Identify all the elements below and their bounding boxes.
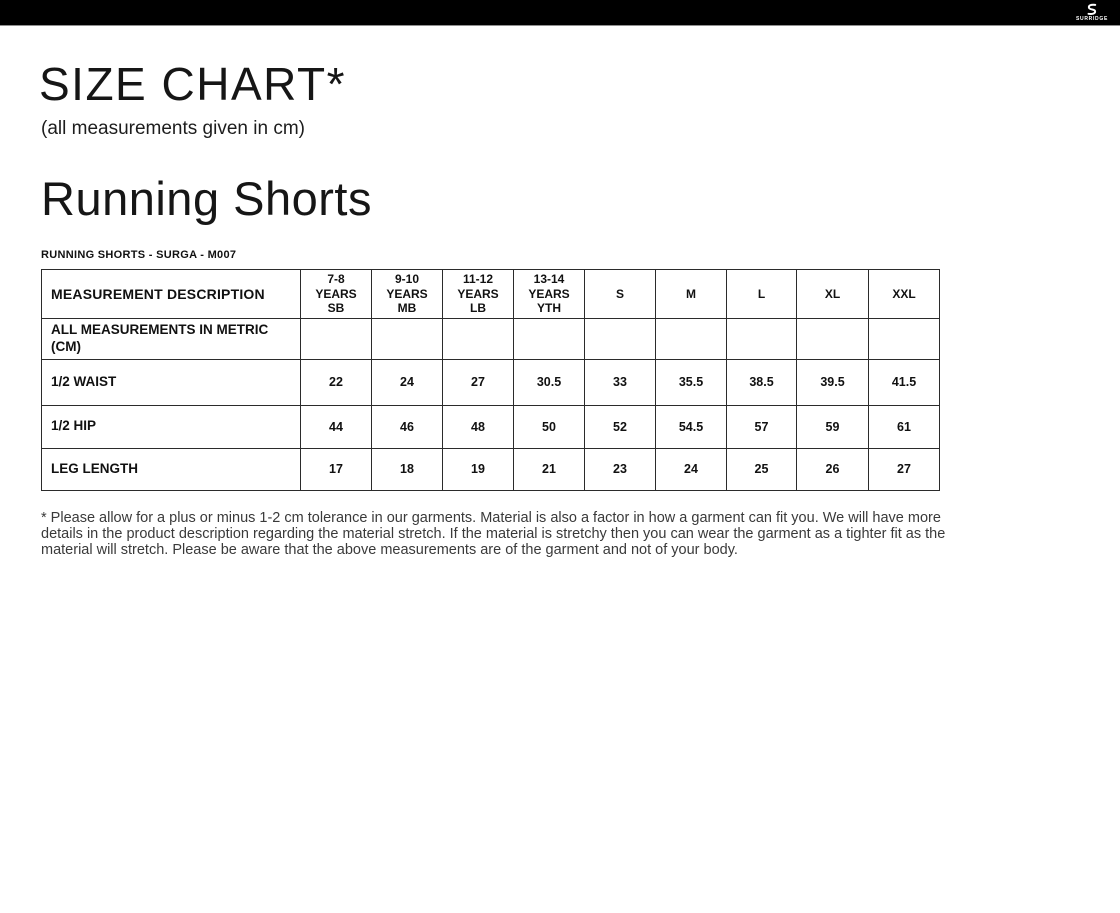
table-cell: 25 (727, 448, 797, 490)
table-cell: 22 (301, 359, 372, 405)
measurements-unit-subtitle: (all measurements given in cm) (41, 118, 305, 139)
table-cell: 50 (514, 405, 585, 448)
table-cell: 17 (301, 448, 372, 490)
table-cell: 18 (372, 448, 443, 490)
table-cell: 41.5 (869, 359, 940, 405)
table-cell (443, 318, 514, 359)
row-label-half-waist: 1/2 WAIST (42, 359, 301, 405)
table-cell (372, 318, 443, 359)
table-cell: 52 (585, 405, 656, 448)
table-cell (727, 318, 797, 359)
table-cell: 54.5 (656, 405, 727, 448)
table-cell: 27 (869, 448, 940, 490)
surridge-logo[interactable] (1076, 3, 1108, 22)
table-cell: 35.5 (656, 359, 727, 405)
header-size-9-10-years-mb: 9-10 YEARS MB (372, 270, 443, 319)
header-size-xxl: XXL (869, 270, 940, 319)
top-bar (0, 0, 1120, 26)
page-title: SIZE CHART* (39, 58, 347, 110)
row-label-leg-length: LEG LENGTH (42, 448, 301, 490)
table-cell: 39.5 (797, 359, 869, 405)
table-cell: 44 (301, 405, 372, 448)
header-measurement-description: MEASUREMENT DESCRIPTION (42, 270, 301, 319)
row-label-half-hip: 1/2 HIP (42, 405, 301, 448)
table-cell: 30.5 (514, 359, 585, 405)
table-cell: 26 (797, 448, 869, 490)
table-row-metric-note (42, 318, 940, 359)
product-code: RUNNING SHORTS - SURGA - M007 (41, 249, 237, 261)
table-row-leg-length (42, 448, 940, 490)
surridge-logo-text: SURRIDGE (1076, 16, 1108, 22)
table-cell (514, 318, 585, 359)
table-cell: 61 (869, 405, 940, 448)
header-size-xl: XL (797, 270, 869, 319)
table-cell: 27 (443, 359, 514, 405)
tolerance-footnote: * Please allow for a plus or minus 1-2 cm tolerance in our garments. Material is also a factor in how a garment can fit you. We will have more details in the product description regarding the material stretch. If the material is stretchy then you can wear the garment as a tighter fit as the material will stretch. Please be aware that the above measurements are of the garment and not of your body. (41, 509, 946, 559)
table-cell: 21 (514, 448, 585, 490)
header-size-s: S (585, 270, 656, 319)
header-size-m: M (656, 270, 727, 319)
size-chart-table (41, 269, 940, 491)
header-size-11-12-years-lb: 11-12 YEARS LB (443, 270, 514, 319)
header-size-l: L (727, 270, 797, 319)
product-title: Running Shorts (41, 172, 372, 225)
table-cell (869, 318, 940, 359)
table-cell: 19 (443, 448, 514, 490)
table-header-row (42, 270, 940, 319)
table-cell (585, 318, 656, 359)
table-cell: 57 (727, 405, 797, 448)
surridge-s-icon (1085, 3, 1099, 16)
table-cell (301, 318, 372, 359)
page-content (0, 57, 1120, 559)
table-row-half-hip (42, 405, 940, 448)
header-size-7-8-years-sb: 7-8 YEARS SB (301, 270, 372, 319)
table-cell: 38.5 (727, 359, 797, 405)
table-cell: 24 (372, 359, 443, 405)
table-cell (797, 318, 869, 359)
table-cell: 46 (372, 405, 443, 448)
table-row-half-waist (42, 359, 940, 405)
table-cell: 48 (443, 405, 514, 448)
table-cell: 24 (656, 448, 727, 490)
row-label-metric-note: ALL MEASUREMENTS IN METRIC (CM) (42, 318, 301, 359)
table-cell: 33 (585, 359, 656, 405)
table-cell: 59 (797, 405, 869, 448)
header-size-13-14-years-yth: 13-14 YEARS YTH (514, 270, 585, 319)
table-cell: 23 (585, 448, 656, 490)
table-cell (656, 318, 727, 359)
